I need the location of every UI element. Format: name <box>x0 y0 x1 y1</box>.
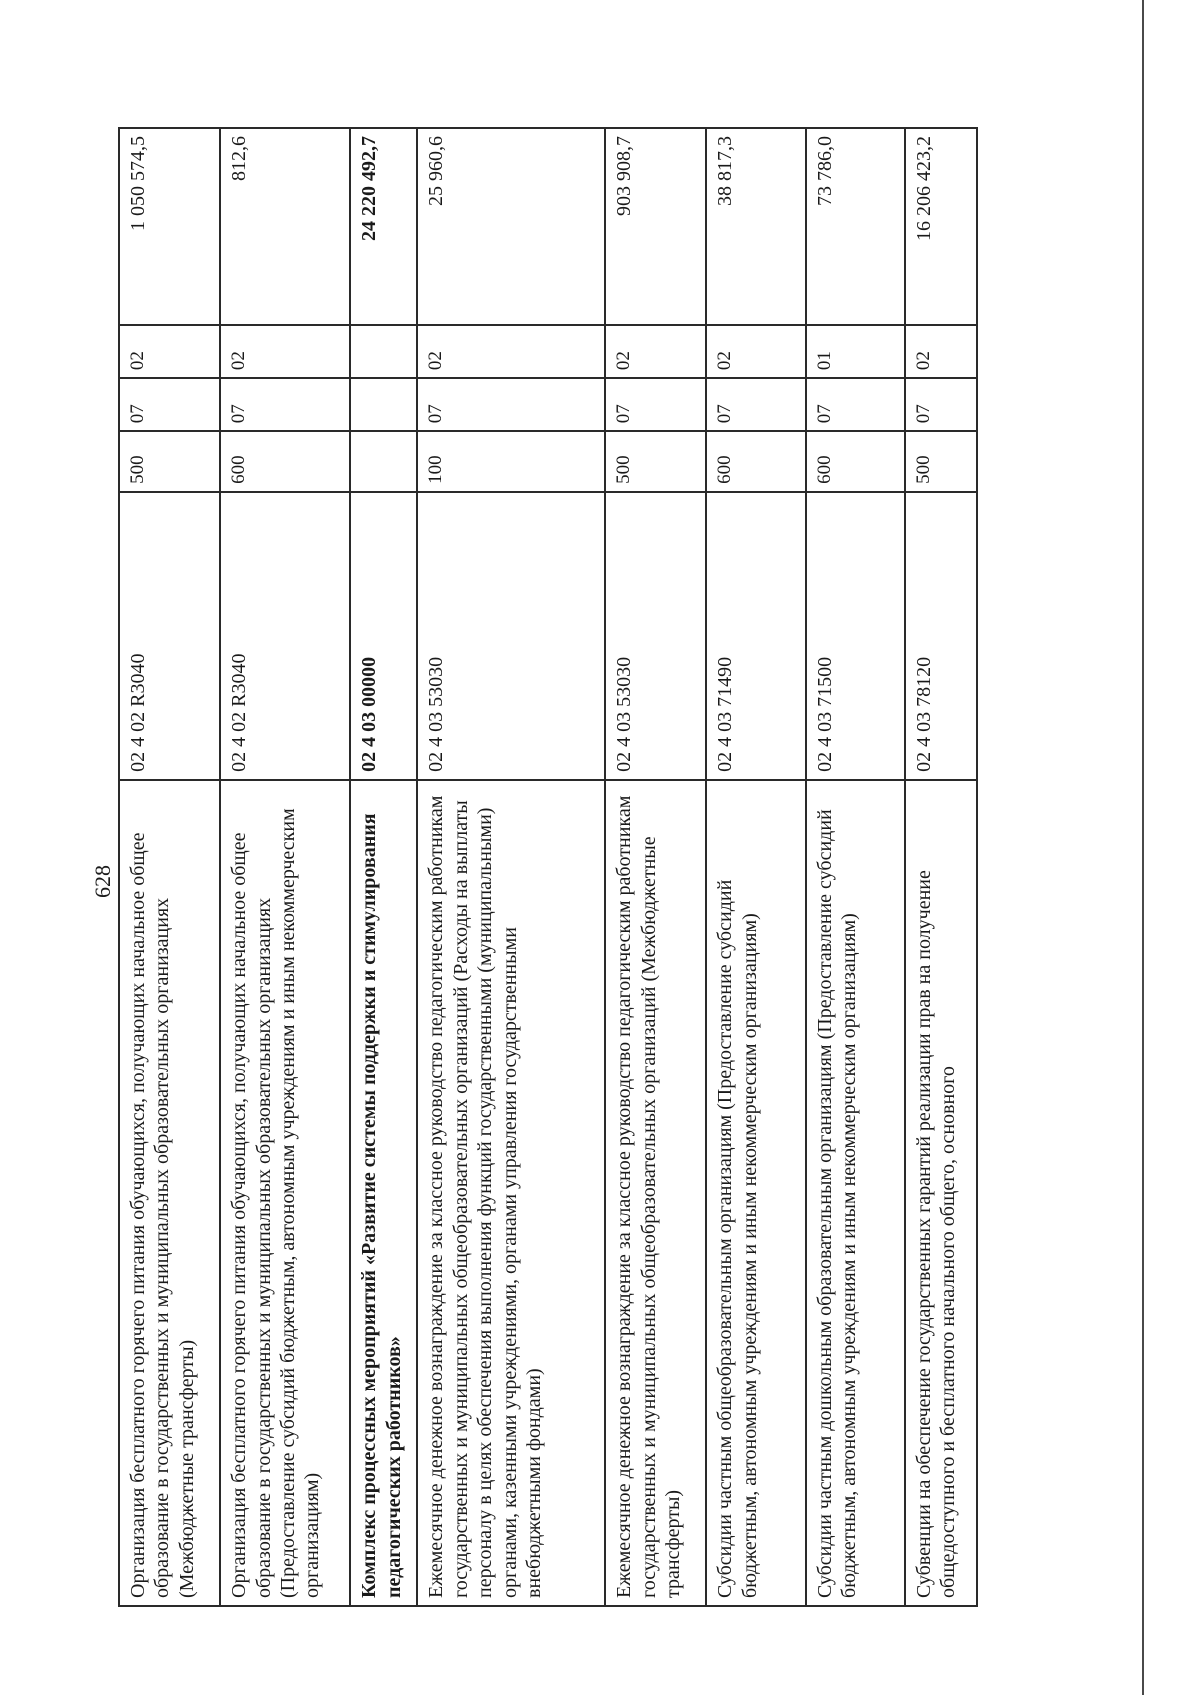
row-expense-type: 600 <box>220 431 350 492</box>
row-subsection: 02 <box>706 325 805 378</box>
row-subsection: 02 <box>119 325 220 378</box>
table-row <box>605 128 706 1606</box>
row-section <box>350 378 417 431</box>
row-amount: 73 786,0 <box>806 128 905 325</box>
row-section: 07 <box>806 378 905 431</box>
row-target-code: 02 4 03 71490 <box>706 492 805 780</box>
row-name: Субсидии частным общеобразовательным организациям (Предоставление субсидий бюджетным, автономным учреждениям и иным некоммерческим организациям) <box>706 780 805 1606</box>
row-name: Организация бесплатного горячего питания обучающихся, получающих начальное общее образование в государственных и муниципальных образовательных организациях (Предоставление субсидий бюджетным, автономным учреждениям и иным некоммерческим организациям) <box>220 780 350 1606</box>
table-row <box>350 128 417 1606</box>
row-amount: 38 817,3 <box>706 128 805 325</box>
row-target-code: 02 4 03 78120 <box>905 492 977 780</box>
page-edge-rule <box>1142 0 1144 1695</box>
table-row <box>905 128 977 1606</box>
row-amount: 1 050 574,5 <box>119 128 220 325</box>
row-target-code: 02 4 03 53030 <box>417 492 605 780</box>
row-section: 07 <box>706 378 805 431</box>
row-subsection: 02 <box>220 325 350 378</box>
row-amount: 25 960,6 <box>417 128 605 325</box>
row-target-code: 02 4 02 R3040 <box>220 492 350 780</box>
table-row <box>706 128 805 1606</box>
row-amount: 24 220 492,7 <box>350 128 417 325</box>
row-target-code: 02 4 03 00000 <box>350 492 417 780</box>
row-name: Организация бесплатного горячего питания обучающихся, получающих начальное общее образование в государственных и муниципальных образовательных организациях (Межбюджетные трансферты) <box>119 780 220 1606</box>
row-name: Ежемесячное денежное вознаграждение за классное руководство педагогическим работникам государственных и муниципальных общеобразовательных организаций (Межбюджетные трансферты) <box>605 780 706 1606</box>
row-expense-type: 100 <box>417 431 605 492</box>
row-expense-type <box>350 431 417 492</box>
row-section: 07 <box>605 378 706 431</box>
row-section: 07 <box>119 378 220 431</box>
table-row <box>220 128 350 1606</box>
row-amount: 903 908,7 <box>605 128 706 325</box>
row-section: 07 <box>417 378 605 431</box>
row-expense-type: 600 <box>806 431 905 492</box>
row-target-code: 02 4 03 53030 <box>605 492 706 780</box>
row-subsection: 01 <box>806 325 905 378</box>
table-row <box>806 128 905 1606</box>
row-expense-type: 500 <box>905 431 977 492</box>
row-expense-type: 500 <box>605 431 706 492</box>
row-target-code: 02 4 02 R3040 <box>119 492 220 780</box>
row-amount: 16 206 423,2 <box>905 128 977 325</box>
row-subsection: 02 <box>417 325 605 378</box>
row-name: Субвенции на обеспечение государственных гарантий реализации прав на получение общедоступного и бесплатного начального общего, основного <box>905 780 977 1606</box>
table-row <box>417 128 605 1606</box>
row-subsection: 02 <box>905 325 977 378</box>
row-amount: 812,6 <box>220 128 350 325</box>
row-subsection: 02 <box>605 325 706 378</box>
row-name: Субсидии частным дошкольным образовательным организациям (Предоставление субсидий бюджетным, автономным учреждениям и иным некоммерческим организациям) <box>806 780 905 1606</box>
row-name: Комплекс процессных мероприятий «Развитие системы поддержки и стимулирования педагогических работников» <box>350 780 417 1606</box>
row-section: 07 <box>905 378 977 431</box>
row-target-code: 02 4 03 71500 <box>806 492 905 780</box>
page-number: 628 <box>90 865 115 898</box>
row-expense-type: 600 <box>706 431 805 492</box>
row-section: 07 <box>220 378 350 431</box>
budget-table <box>118 127 978 1607</box>
table-row <box>119 128 220 1606</box>
row-expense-type: 500 <box>119 431 220 492</box>
row-name: Ежемесячное денежное вознаграждение за классное руководство педагогическим работникам государственных и муниципальных общеобразовательных организаций (Расходы на выплаты персоналу в целях обеспечения выполнения функций государственными (муниципальными) органами, казенными учреждениями, органами управления государственными внебюджетными фондами) <box>417 780 605 1606</box>
row-subsection <box>350 325 417 378</box>
